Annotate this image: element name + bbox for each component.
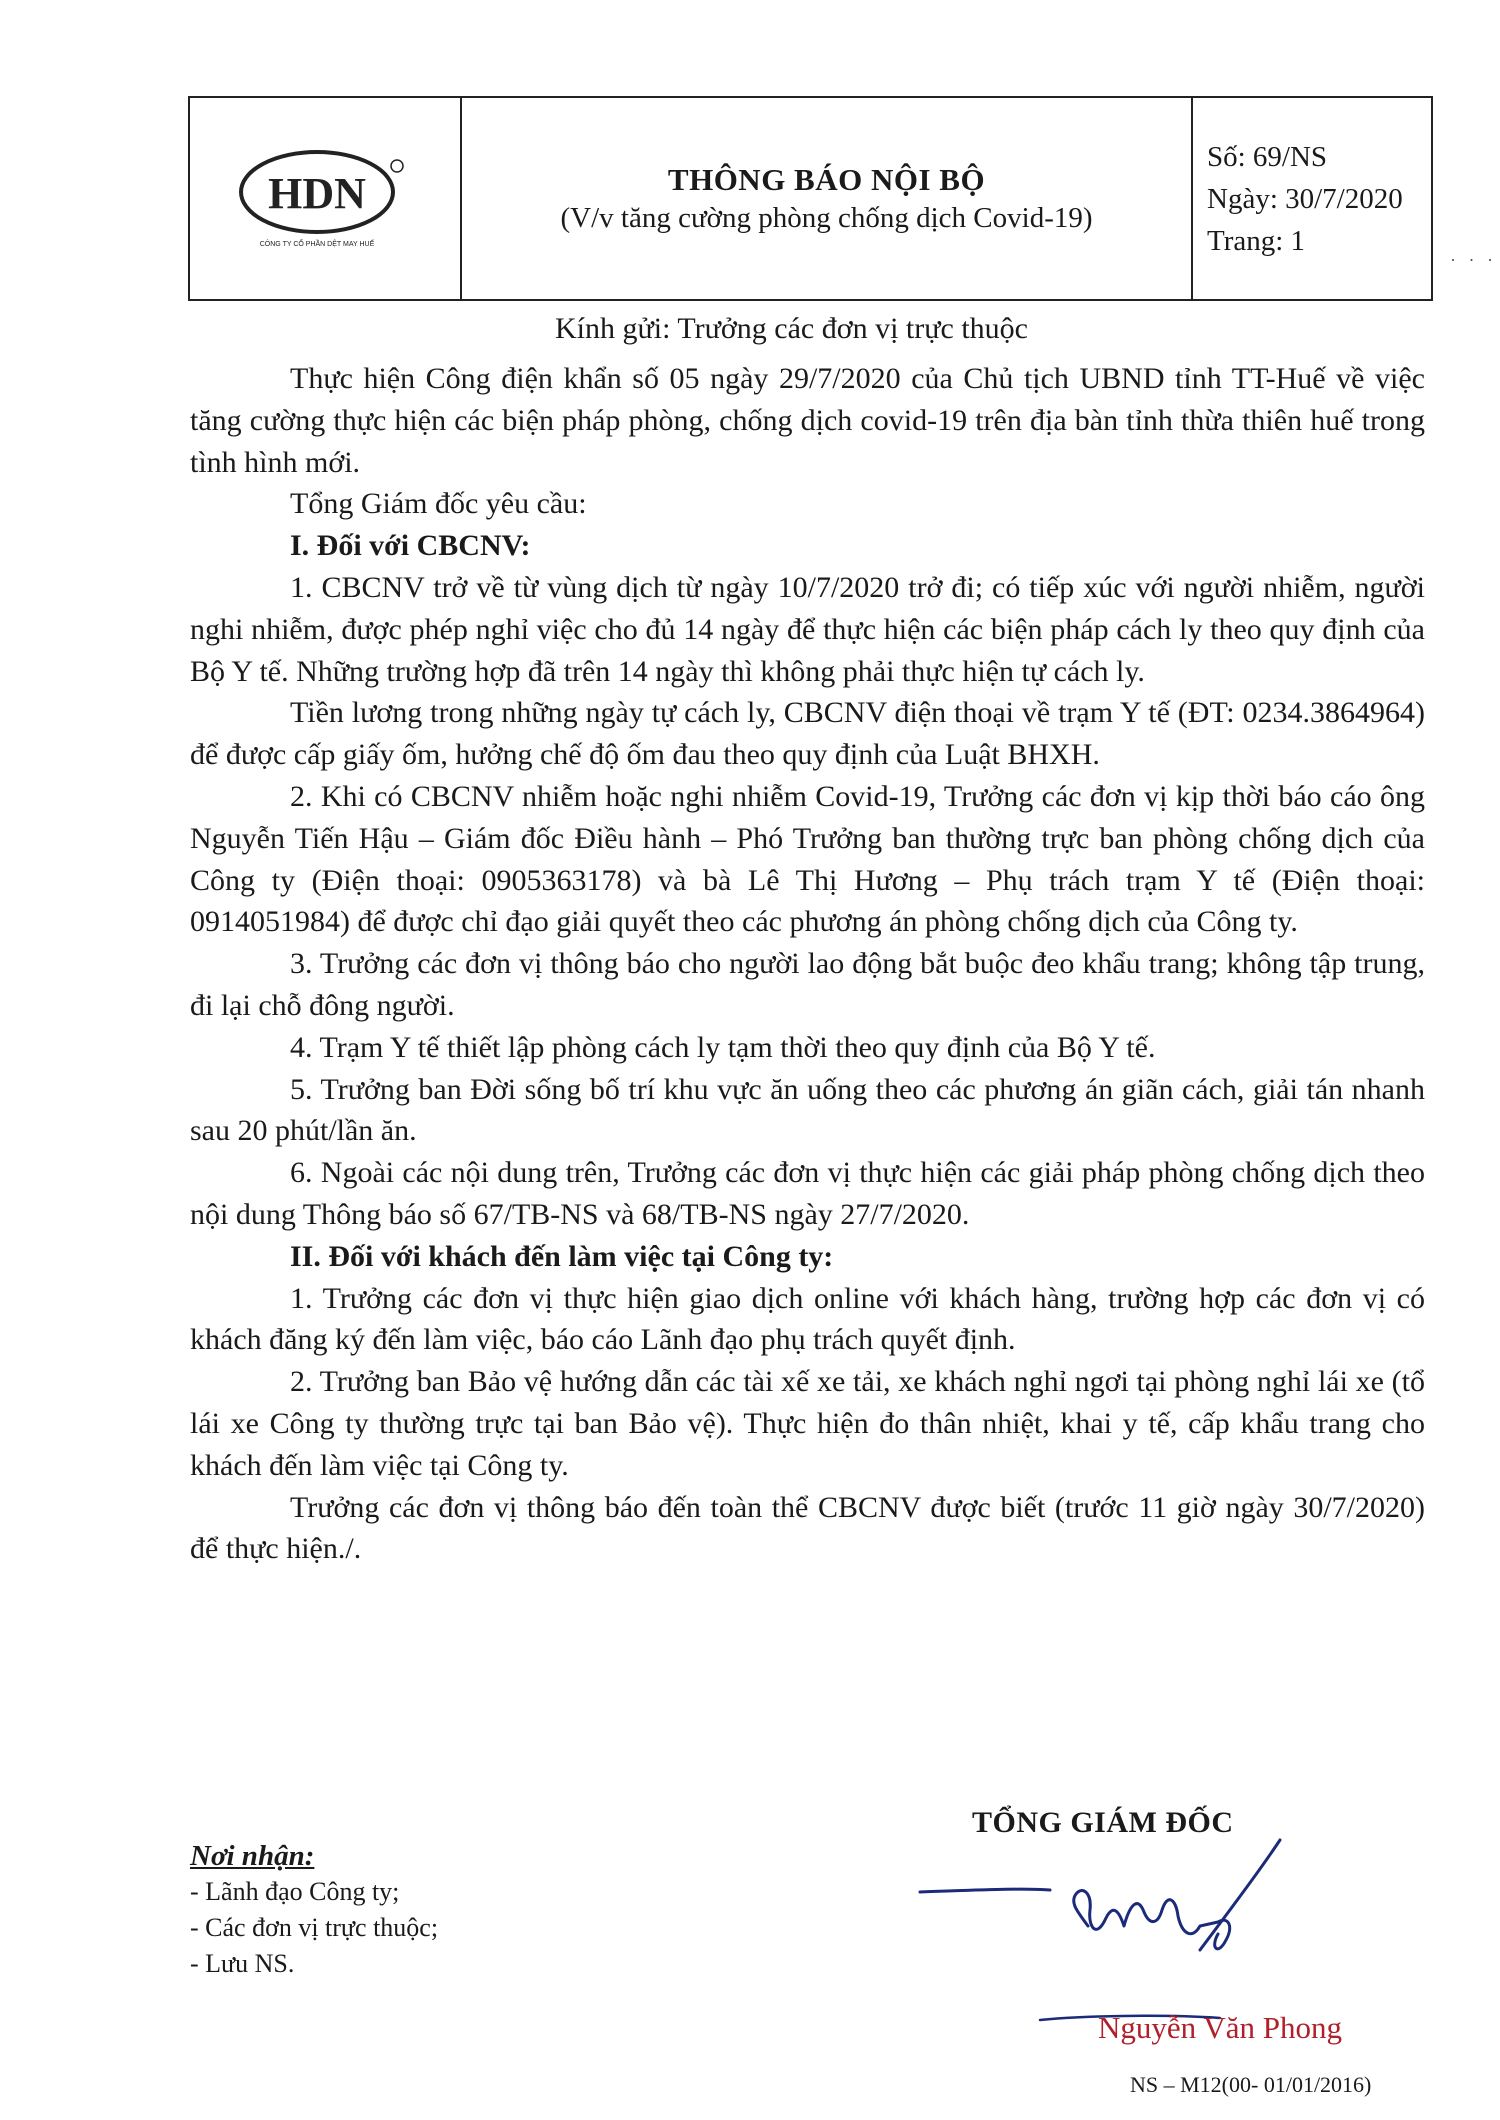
item-paragraph: 1. CBCNV trở về từ vùng dịch từ ngày 10/7/2020 trở đi; có tiếp xúc với người nhiễm, người nghi nhiễm, được phép nghỉ việc cho đủ 14 ngày để thực hiện các biện pháp cách ly theo quy định của Bộ Y tế. Những trường hợp đã trên 14 ngày thì không phải thực hiện tự cách ly.	[190, 570, 1425, 688]
document-body	[190, 358, 1425, 1570]
scan-artifact: · · ·	[1450, 250, 1497, 270]
item-paragraph: 2. Khi có CBCNV nhiễm hoặc nghi nhiễm Covid-19, Trưởng các đơn vị kịp thời báo cáo ông Nguyễn Tiến Hậu – Giám đốc Điều hành – Phó Trưởng ban thường trực ban phòng chống dịch của Công ty (Điện thoại: 0905363178) và bà Lê Thị Hương – Phụ trách trạm Y tế (Điện thoại: 0914051984) để được chỉ đạo giải quyết theo các phương án phòng chống dịch của Công ty.	[190, 779, 1425, 939]
document-date: Ngày: 30/7/2020	[1207, 183, 1403, 215]
signatory-name: Nguyễn Văn Phong	[1098, 2010, 1342, 2045]
item-paragraph: 3. Trưởng các đơn vị thông báo cho người lao động bắt buộc đeo khẩu trang; không tập trung, đi lại chỗ đông người.	[190, 947, 1425, 1022]
recipient-item: - Lưu NS.	[190, 1949, 295, 1978]
header-box	[188, 96, 1433, 301]
recipient-item: - Lãnh đạo Công ty;	[190, 1877, 400, 1906]
recipient-item: - Các đơn vị trực thuộc;	[190, 1913, 439, 1942]
logo-lettering: HDN	[268, 168, 366, 218]
item-paragraph: 6. Ngoài các nội dung trên, Trưởng các đơn vị thực hiện các giải pháp phòng chống dịch theo nội dung Thông báo số 67/TB-NS và 68/TB-NS ngày 27/7/2020.	[190, 1156, 1425, 1231]
company-logo	[235, 144, 415, 254]
recipients-block	[190, 1838, 438, 1982]
document-subtitle: (V/v tăng cường phòng chống dịch Covid-19)	[560, 202, 1093, 234]
closing-paragraph: Trưởng các đơn vị thông báo đến toàn thể CBCNV được biết (trước 11 giờ ngày 30/7/2020) để thực hiện./.	[190, 1490, 1425, 1566]
section-heading-2: II. Đối với khách đến làm việc tại Công ty:	[290, 1239, 834, 1273]
meta-cell	[1193, 98, 1431, 299]
signatory-title: TỔNG GIÁM ĐỐC	[972, 1806, 1234, 1839]
page-number: Trang: 1	[1207, 225, 1306, 257]
title-cell	[462, 98, 1193, 299]
request-paragraph: Tổng Giám đốc yêu cầu:	[290, 487, 587, 521]
recipients-title: Nơi nhận:	[190, 1840, 315, 1872]
document-number: Số: 69/NS	[1207, 141, 1328, 173]
item-paragraph: 2. Trưởng ban Bảo vệ hướng dẫn các tài xế xe tải, xe khách nghỉ ngơi tại phòng nghỉ lái xe (tổ lái xe Công ty thường trực tại ban Bảo vệ). Thực hiện đo thân nhiệt, khai y tế, cấp khẩu trang cho khách đến làm việc tại Công ty.	[190, 1365, 1425, 1482]
item-paragraph: Tiền lương trong những ngày tự cách ly, CBCNV điện thoại về trạm Y tế (ĐT: 0234.3864964) để được cấp giấy ốm, hưởng chế độ ốm đau theo quy định của Luật BHXH.	[190, 696, 1425, 772]
item-paragraph: 5. Trưởng ban Đời sống bố trí khu vực ăn uống theo các phương án giãn cách, giải tán nhanh sau 20 phút/lần ăn.	[190, 1072, 1425, 1148]
item-paragraph: 1. Trưởng các đơn vị thực hiện giao dịch online với khách hàng, trường hợp các đơn vị có khách đăng ký đến làm việc, báo cáo Lãnh đạo phụ trách quyết định.	[190, 1281, 1425, 1357]
item-paragraph: 4. Trạm Y tế thiết lập phòng cách ly tạm thời theo quy định của Bộ Y tế.	[290, 1030, 1156, 1064]
intro-paragraph: Thực hiện Công điện khẩn số 05 ngày 29/7/2020 của Chủ tịch UBND tỉnh TT-Huế về việc tăng cường thực hiện các biện pháp phòng, chống dịch covid-19 trên địa bàn tỉnh thừa thiên huế trong tình hình mới.	[190, 362, 1425, 479]
addressee: Kính gửi: Trưởng các đơn vị trực thuộc	[555, 312, 1028, 345]
section-heading-1: I. Đối với CBCNV:	[290, 529, 531, 563]
form-code: NS – M12(00- 01/01/2016)	[1130, 2072, 1372, 2097]
document-title: THÔNG BÁO NỘI BỘ	[667, 162, 986, 197]
logo-cell	[190, 98, 462, 299]
logo-subtext: CÔNG TY CỔ PHẦN DỆT MAY HUẾ	[259, 240, 375, 248]
